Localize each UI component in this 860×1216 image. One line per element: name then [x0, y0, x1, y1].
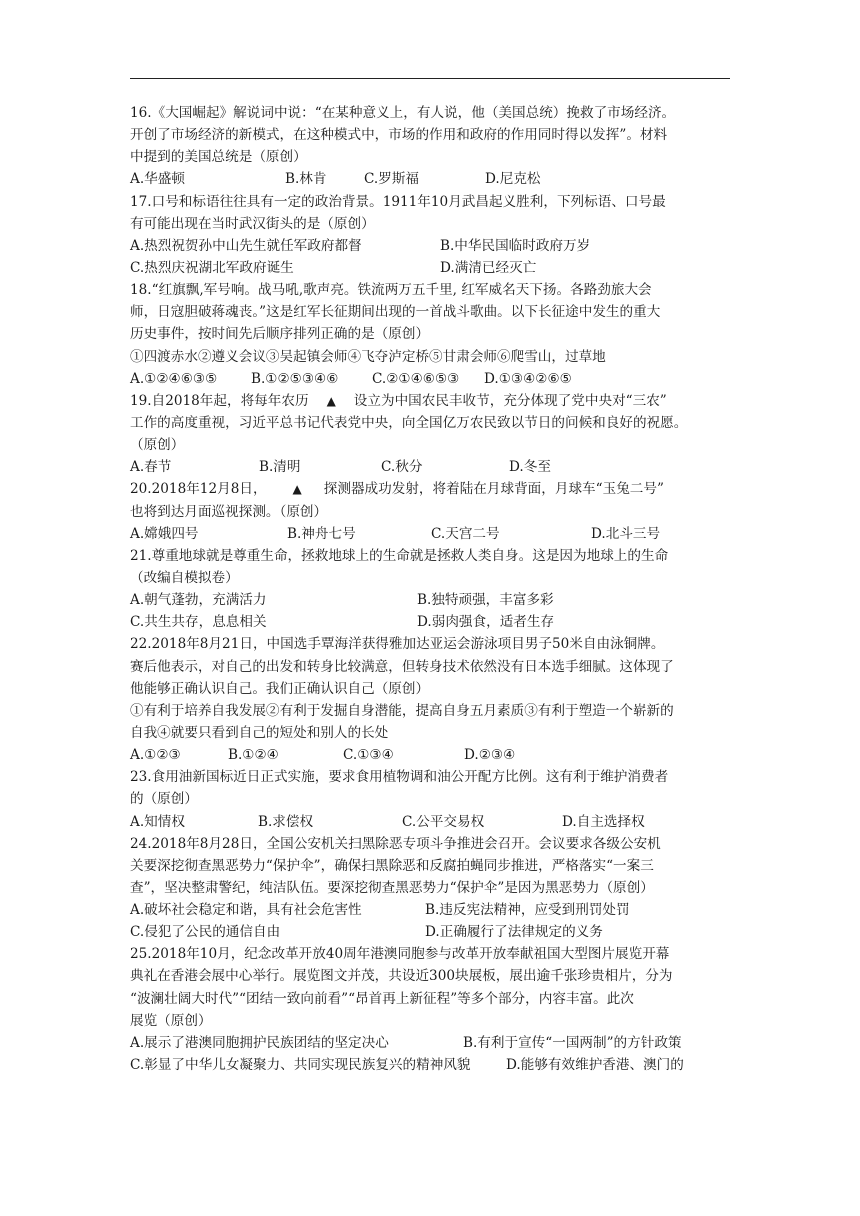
option-a[interactable]: A.破坏社会稳定和谐，具有社会危害性: [130, 902, 362, 919]
question-21: [130, 545, 732, 634]
question-text-line: [130, 478, 732, 500]
option-d[interactable]: D.冬至: [509, 459, 551, 476]
option-a[interactable]: A.华盛顿: [130, 171, 185, 188]
question-text-line: 21.尊重地球就是尊重生命，拯救地球上的生命就是拯救人类自身。这是因为地球上的生命: [130, 547, 669, 564]
options-row: [130, 811, 732, 833]
question-text-line: 典礼在香港会展中心举行。展览图文并茂，共设近300块展板，展出逾千张珍贵相片，分为: [130, 968, 673, 985]
question-text: 20.2018年12月8日，: [130, 481, 267, 498]
option-c[interactable]: C.公平交易权: [402, 813, 485, 830]
question-text-line: 历史事件，按时间先后顺序排列正确的是（原创）: [130, 326, 430, 343]
question-text-line: 中提到的美国总统是（原创）: [130, 149, 307, 166]
options-row: [130, 921, 732, 943]
option-b[interactable]: B.①②⑤③④⑥: [251, 370, 339, 387]
question-text-line: 工作的高度重视，习近平总书记代表党中央，向全国亿万农民致以节日的问候和良好的祝愿。: [130, 414, 688, 431]
question-text: 19.自2018年起，将每年农历: [130, 392, 309, 409]
options-row: [130, 1054, 732, 1076]
question-text-line: 23.食用油新国标近日正式实施，要求食用植物调和油公开配方比例。这有利于维护消费者: [130, 769, 669, 786]
option-b[interactable]: B.有利于宣传“一国两制”的方针政策: [463, 1034, 682, 1051]
option-b[interactable]: B.违反宪法精神，应受到刑罚处罚: [425, 902, 630, 919]
question-text-line: 的（原创）: [130, 791, 198, 808]
question-text-line: 也将到达月面巡视探测。（原创）: [130, 503, 328, 520]
options-row: [130, 589, 732, 611]
question-text-line: “波澜壮阔大时代”“团结一致向前看”“昂首再上新征程”等多个部分，内容丰富。此次: [130, 990, 634, 1007]
question-19: [130, 390, 732, 479]
option-b[interactable]: B.独特顽强，丰富多彩: [417, 592, 554, 609]
option-d[interactable]: D.自主选择权: [562, 813, 645, 830]
option-c[interactable]: C.热烈庆祝湖北军政府诞生: [130, 259, 294, 276]
question-text-line: 赛后他表示，对自己的出发和转身比较满意，但转身技术依然没有日本选手细腻。这体现了: [130, 658, 674, 675]
question-text: 探测器成功发射，将着陆在月球背面，月球车“玉兔二号”: [323, 481, 664, 498]
question-text-line: 25.2018年10月，纪念改革开放40周年港澳同胞参与改革开放奉献祖国大型图片展览开幕: [130, 946, 670, 963]
question-text-line: 16.《大国崛起》解说词中说：“在某种意义上，有人说，他（美国总统）挽救了市场经济。: [130, 105, 676, 121]
question-25: [130, 943, 732, 1076]
options-row: [130, 1032, 732, 1054]
question-18: [130, 279, 732, 390]
question-text-line: 自我④就要只看到自己的短处和别人的长处: [130, 724, 389, 741]
option-b[interactable]: B.神舟七号: [287, 525, 356, 542]
question-text-line: 17.口号和标语往往具有一定的政治背景。1911年10月武昌起义胜利，下列标语、口号最: [130, 193, 666, 210]
question-22: [130, 633, 732, 766]
option-d[interactable]: D.①③④②⑥⑤: [484, 370, 572, 387]
option-a[interactable]: A.朝气蓬勃，充满活力: [130, 592, 267, 609]
question-text-line: 查”，坚决整肃警纪，纯洁队伍。要深挖彻查黑恶势力“保护伞”是因为黑恶势力（原创）: [130, 879, 654, 896]
option-c[interactable]: C.①③④: [343, 747, 394, 764]
options-row: [130, 257, 732, 279]
option-d[interactable]: D.②③④: [464, 747, 516, 764]
option-d[interactable]: D.能够有效维护香港、澳门的: [506, 1057, 684, 1074]
option-b[interactable]: B.中华民国临时政府万岁: [440, 237, 591, 254]
question-16: [130, 102, 732, 191]
question-23: [130, 766, 732, 832]
option-a[interactable]: A.嫦娥四号: [130, 525, 199, 542]
options-row: [130, 168, 732, 190]
question-text-line: 他能够正确认识自己。我们正确认识自己（原创）: [130, 680, 430, 697]
blank-marker-icon: ▲: [326, 393, 336, 408]
option-d[interactable]: D.尼克松: [485, 171, 541, 188]
question-17: [130, 191, 732, 280]
question-text-line: 有可能出现在当时武汉街头的是（原创）: [130, 215, 375, 232]
question-text-line: 24.2018年8月28日，全国公安机关扫黑除恶专项斗争推进会召开。会议要求各级公安机: [130, 835, 661, 852]
option-d[interactable]: D.北斗三号: [591, 525, 661, 542]
question-text-line: ①四渡赤水②遵义会议③吴起镇会师④飞夺泸定桥⑤甘肃会师⑥爬雪山，过草地: [130, 348, 606, 365]
option-a[interactable]: A.①②③: [130, 747, 181, 764]
options-row: [130, 611, 732, 633]
blank-marker-icon: ▲: [292, 482, 302, 497]
option-a[interactable]: A.热烈祝贺孙中山先生就任军政府都督: [130, 237, 362, 254]
option-d[interactable]: D.满清已经灭亡: [440, 259, 537, 276]
option-a[interactable]: A.知情权: [130, 813, 185, 830]
option-b[interactable]: B.清明: [259, 459, 301, 476]
question-text-line: （原创）: [130, 437, 185, 454]
option-a[interactable]: A.春节: [130, 459, 172, 476]
option-c[interactable]: C.秋分: [381, 459, 423, 476]
question-text-line: ①有利于培养自我发展②有利于发掘自身潜能，提高自身五月素质③有利于塑造一个崭新的: [130, 702, 674, 719]
options-row: [130, 744, 732, 766]
question-text-line: 22.2018年8月21日，中国选手覃海洋获得雅加达亚运会游泳项目男子50米自由泳铜牌。: [130, 636, 665, 653]
option-a[interactable]: A.①②④⑥③⑤: [130, 370, 218, 387]
option-b[interactable]: B.求偿权: [258, 813, 314, 830]
option-a[interactable]: A.展示了港澳同胞拥护民族团结的坚定决心: [130, 1034, 389, 1051]
options-row: [130, 235, 732, 257]
question-text-line: 师，日寇胆破蒋魂丧。”这是红军长征期间出现的一首战斗歌曲。以下长征途中发生的重大: [130, 304, 661, 321]
header-rule: [130, 78, 730, 79]
option-c[interactable]: C.彰显了中华儿女凝聚力、共同实现民族复兴的精神风貌: [130, 1057, 471, 1074]
option-c[interactable]: C.天宫二号: [431, 525, 500, 542]
question-text: 设立为中国农民丰收节，充分体现了党中央对“三农”: [353, 392, 667, 409]
question-text-line: 关要深挖彻查黑恶势力“保护伞”，确保扫黑除恶和反腐拍蝇同步推进，严格落实“一案三: [130, 857, 654, 874]
options-row: [130, 899, 732, 921]
options-row: [130, 523, 732, 545]
option-c[interactable]: C.罗斯福: [364, 171, 420, 188]
question-24: [130, 833, 732, 944]
option-c[interactable]: C.共生共存，息息相关: [130, 614, 267, 631]
exam-page: [130, 102, 732, 1076]
option-d[interactable]: D.正确履行了法律规定的义务: [425, 924, 603, 941]
option-c[interactable]: C.侵犯了公民的通信自由: [130, 924, 281, 941]
question-text-line: （改编自模拟卷）: [130, 569, 239, 586]
option-b[interactable]: B.①②④: [228, 747, 279, 764]
question-20: [130, 478, 732, 544]
question-text-line: 展览（原创）: [130, 1012, 212, 1029]
question-text-line: 18.“红旗飘,军号响。战马吼,歌声亮。铁流两万五千里, 红军威名天下扬。各路劲旅大会: [130, 282, 652, 299]
option-d[interactable]: D.弱肉强食，适者生存: [417, 614, 555, 631]
option-c[interactable]: C.②①④⑥⑤③: [372, 370, 460, 387]
options-row: [130, 368, 732, 390]
question-text-line: [130, 390, 732, 412]
option-b[interactable]: B.林肯: [285, 171, 327, 188]
options-row: [130, 456, 732, 478]
question-text-line: 开创了市场经济的新模式，在这种模式中，市场的作用和政府的作用同时得以发挥”。材料: [130, 127, 668, 144]
